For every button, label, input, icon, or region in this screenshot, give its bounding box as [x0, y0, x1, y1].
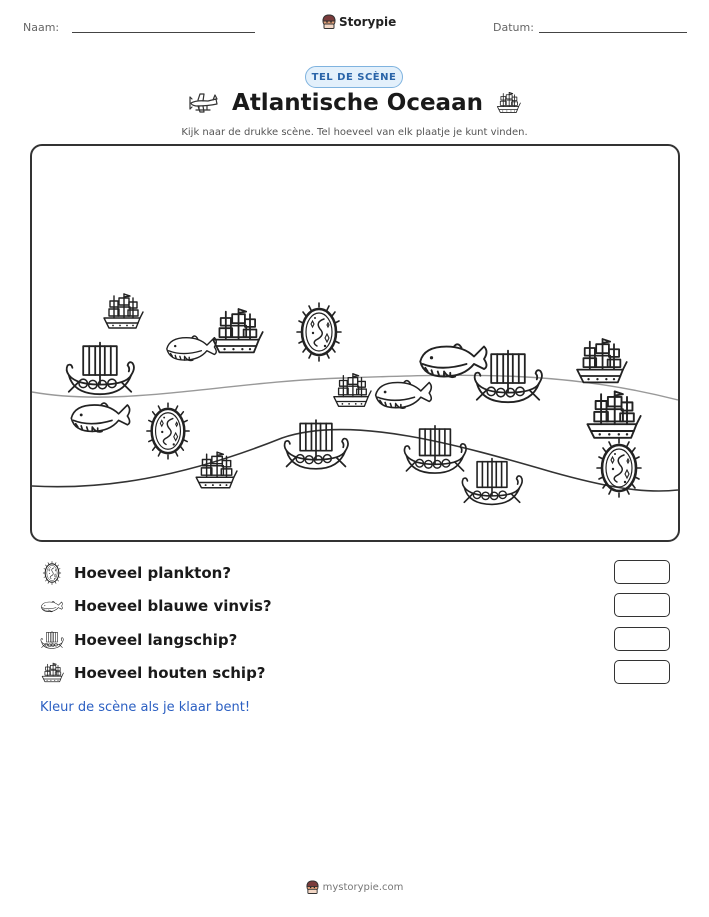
wooden-ship-icon: [213, 309, 263, 352]
wooden-ship-icon: [196, 452, 237, 488]
plankton-icon: [147, 403, 189, 459]
wave-line-bottom: [32, 430, 678, 491]
blue-whale-icon: [40, 594, 64, 618]
date-label: Datum:: [493, 21, 534, 34]
wooden-ship-icon: [577, 339, 627, 382]
plankton-icon: [297, 303, 341, 361]
name-line[interactable]: [72, 32, 255, 33]
wooden-ship-icon: [495, 90, 521, 116]
brand-name: Storypie: [339, 14, 397, 29]
answer-box-wooden-ship[interactable]: [614, 660, 670, 684]
wooden-ship-icon: [104, 294, 143, 328]
seaplane-icon: [188, 91, 220, 115]
question-text: Hoeveel langschip?: [74, 631, 238, 649]
blue-whale-icon: [376, 381, 432, 409]
longship-icon: [284, 420, 348, 469]
scene-drawing: [32, 146, 678, 540]
blue-whale-icon: [71, 403, 129, 432]
longship-icon: [462, 459, 522, 505]
coloring-note: Kleur de scène als je klaar bent!: [40, 700, 251, 715]
question-text: Hoeveel plankton?: [74, 564, 232, 582]
answer-box-blue-whale[interactable]: [614, 593, 670, 617]
ocean-scene[interactable]: [30, 144, 680, 542]
answer-box-longship[interactable]: [614, 627, 670, 651]
storypie-mascot-icon: [306, 880, 319, 894]
longship-icon: [404, 426, 466, 473]
plankton-icon: [40, 561, 64, 585]
longship-icon: [67, 343, 134, 395]
page-title: Atlantische Oceaan: [232, 90, 483, 116]
question-blue-whale: [40, 593, 670, 619]
blue-whale-icon: [167, 336, 216, 361]
name-label: Naam:: [23, 21, 60, 34]
footer-url[interactable]: mystorypie.com: [322, 881, 404, 893]
activity-badge: TEL DE SCÈNE: [305, 66, 403, 88]
wooden-ship-icon: [587, 391, 640, 437]
brand-logo: [322, 14, 396, 29]
wooden-ship-icon: [40, 661, 64, 685]
footer: [0, 880, 709, 894]
storypie-mascot-icon: [322, 14, 336, 29]
question-plankton: [40, 560, 670, 586]
title-row: [0, 90, 709, 116]
date-line[interactable]: [539, 32, 687, 33]
question-text: Hoeveel houten schip?: [74, 664, 266, 682]
question-wooden-ship: [40, 660, 670, 686]
longship-icon: [40, 628, 64, 652]
question-longship: [40, 627, 670, 653]
instructions: Kijk naar de drukke scène. Tel hoeveel van elk plaatje je kunt vinden.: [181, 127, 528, 138]
question-text: Hoeveel blauwe vinvis?: [74, 597, 272, 615]
answer-box-plankton[interactable]: [614, 560, 670, 584]
